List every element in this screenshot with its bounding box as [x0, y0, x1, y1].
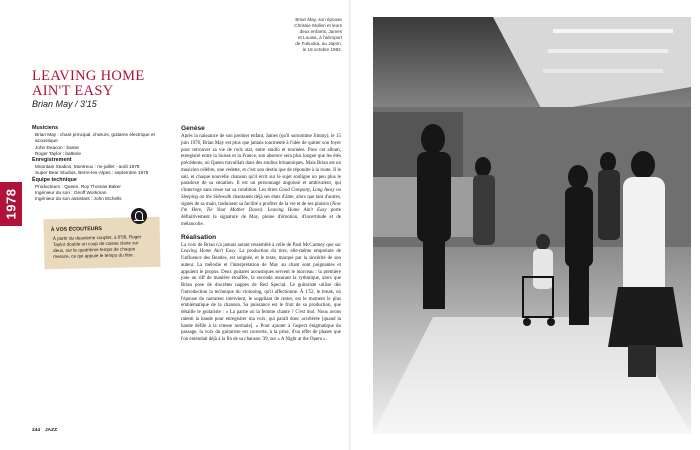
- text-run: Après la naissance de son premier enfant, James (qu'il surnomme Jimmy), le 15 juin 1978, Brian May est plus que jamais tourmenté à l'idée de quitter son foyer pour retrouver sa vie de rock star, entre studio et tournées. Pour cet album, enregistré entre la Suisse et la France, son absence sera plus longue que les étés précédents, où Queen travaillait dans des studios britanniques. Mais Brian est un musicien célèbre, une vedette, et c'est son destin que de répondre à la route. Il le sait, et chaque nouvelle chanson qu'il écrit sur le sujet souligne un peu plus le paradoxe de sa situation. Il est un personnage angoissé et ambivalent, qui s'interroge sans cesse sur sa condition. Les titres: [181, 134, 341, 193]
- realisation-paragraph: [181, 243, 341, 344]
- credit-role: : Geoff Workman: [69, 190, 107, 196]
- song-reference: Leaving Home Ain't Easy: [267, 208, 327, 214]
- listen-box: [43, 217, 160, 269]
- credit-name: Super Bear Studios, Berre-les-Alpes: [35, 170, 111, 176]
- song-reference: Now I'm Here, Tie Your Mother Down: [181, 201, 341, 214]
- credit-name: Ingénieur du son: [35, 190, 70, 196]
- stroller-wheel: [523, 318, 531, 326]
- musicians-heading: Musiciens: [32, 125, 59, 131]
- figure-body: [417, 152, 451, 242]
- song-subtitle: Brian May / 3'15: [32, 99, 97, 109]
- article-column: [181, 125, 341, 344]
- sound-bar-icon: [134, 220, 144, 221]
- credit-name: Roger Taylor: [35, 150, 62, 156]
- figure-legs: [628, 345, 656, 377]
- figure-legs: [569, 265, 589, 325]
- figure-body: [533, 249, 553, 289]
- text-run: chantaient déjà ses états d'âme, alors que tant d'autres, signés de sa main, traduisent sa facilité à profiter de la vie et de ses plaisirs (: [181, 194, 341, 207]
- credit-role: : John Etchells: [89, 196, 122, 202]
- caption-line: et Louisa, à l'aéroport: [297, 35, 342, 40]
- text-run: ou: [334, 188, 342, 193]
- credit-name: Mountain Studios, Montreux: [35, 164, 94, 170]
- song-title-line: LEAVING HOME: [32, 68, 145, 84]
- headphones-icon: [131, 208, 147, 224]
- credit-name: John Deacon: [35, 144, 63, 150]
- figure-body: [473, 175, 495, 245]
- page-number: 244: [32, 428, 41, 433]
- credits-block: [32, 125, 172, 203]
- ceiling-light: [548, 49, 668, 53]
- stroller-wheel: [547, 318, 555, 326]
- listen-text: À partir du deuxième couplet, à 0'56, Roger Taylor double un coup de caisse claire sur deux, sur le quatrième temps de chaque mesure, ce qui appuie le tempo du titre.: [52, 234, 142, 260]
- text-run: ).: [260, 208, 268, 214]
- figure-body: [565, 187, 593, 267]
- song-reference: Good Company, Long Away: [278, 188, 335, 193]
- recording-heading: Enregistrement: [32, 157, 72, 164]
- photo-caption: [246, 17, 342, 53]
- credit-name: Brian May: [35, 132, 57, 137]
- page-footer: [32, 428, 57, 433]
- genese-heading: Genèse: [181, 125, 205, 132]
- figure-legs: [423, 239, 445, 309]
- song-reference: Leaving Home Ain't Easy: [181, 249, 236, 255]
- text-run: porte définitivement la signature de May, pleine d'émotion, d'incertitude et de mélancolie.: [181, 208, 341, 227]
- year-label: 1978: [3, 188, 19, 220]
- text-run: . La production du titre, elle-même empreinte de l'influence des Beatles, est soignée, et le texte, marqué par la sincérité de son auteur. La mélodie et l'interprétation de May au chant sont poignantes et appuient le propos. Deux guitares acoustiques servent le morceau : la première joue un riff de manière étouffée, la seconde assurant la rythmique, alors que Brian pose de discrètes nappes de Red Special. Le guitariste utilise dès l'introduction la technique du violoning, qu'il affectionne. À 1'52, le break, où l'épouse du narrateur intervient, le suppliant de rester, est le moment le plus emblématique de la chanson. Sa puissance est le fruit de sa production, que détaille le guitariste : « La partie où la femme chante ? C'est moi. Nous avons ralenti la bande pour enregistrer ma voix, qui paraît donc accélérée [quand la bande défile à la vitesse normale]. » Pour ajouter à l'aspect énigmatique du passage, la voix du guitariste est couverte, à la prise, d'un effet de phaser que l'on entendait déjà à la fin de sa chanson '39, sur « A Night at the Opera ».: [181, 249, 341, 342]
- figure-head: [421, 124, 445, 154]
- caption-line: de Fukuoka, au Japon,: [295, 41, 342, 46]
- genese-paragraph: [181, 134, 341, 229]
- credit-role: : Queen, Roy Thomas Baker: [60, 183, 121, 189]
- realisation-heading: Réalisation: [181, 233, 217, 241]
- ceiling-light: [543, 69, 663, 73]
- credit-row: [32, 196, 172, 202]
- figure-body: [623, 177, 665, 297]
- credit-role: : batterie: [61, 150, 82, 156]
- photo-illustration: [373, 17, 691, 434]
- credit-name: Producteurs: [35, 183, 61, 189]
- figure-head: [568, 165, 588, 189]
- caption-line: Chrissie Mullen et leurs: [294, 23, 342, 28]
- credit-role: : chant principal, chœurs, guitares électrique et acoustique: [35, 132, 155, 144]
- figure-head: [631, 151, 655, 179]
- airport-photo: [373, 17, 691, 434]
- credit-role: : septembre 1978: [110, 170, 149, 176]
- song-reference: Sleeping on the Sidewalk: [181, 194, 232, 200]
- figure-skirt: [608, 287, 683, 347]
- figure-head: [536, 234, 550, 250]
- song-title: [32, 69, 232, 98]
- figure-body: [598, 170, 620, 240]
- page-gutter: [349, 0, 351, 450]
- song-title-line: AIN'T EASY: [32, 82, 114, 99]
- caption-line: le 18 octobre 1982.: [302, 47, 342, 52]
- caption-line: deux enfants, James: [299, 29, 342, 34]
- listen-heading: À VOS ÉCOUTEURS: [50, 225, 102, 234]
- credit-row: [32, 132, 172, 145]
- section-name: JAZZ: [45, 428, 58, 433]
- credit-role: : mi-juillet - août 1978: [93, 164, 140, 170]
- caption-line: Brian May, son épouse: [295, 17, 342, 22]
- credit-name: Ingénieur du son assistant: [35, 196, 90, 202]
- figure-head: [600, 152, 616, 172]
- year-tab: [0, 182, 22, 226]
- text-run: La voix de Brian n'a jamais autant ressemblé à celle de Paul McCartney que sur: [181, 242, 341, 248]
- figure-head: [475, 157, 491, 177]
- ceiling-light: [553, 29, 673, 33]
- team-heading: Équipe technique: [32, 176, 77, 183]
- credit-role: : basse: [62, 144, 80, 150]
